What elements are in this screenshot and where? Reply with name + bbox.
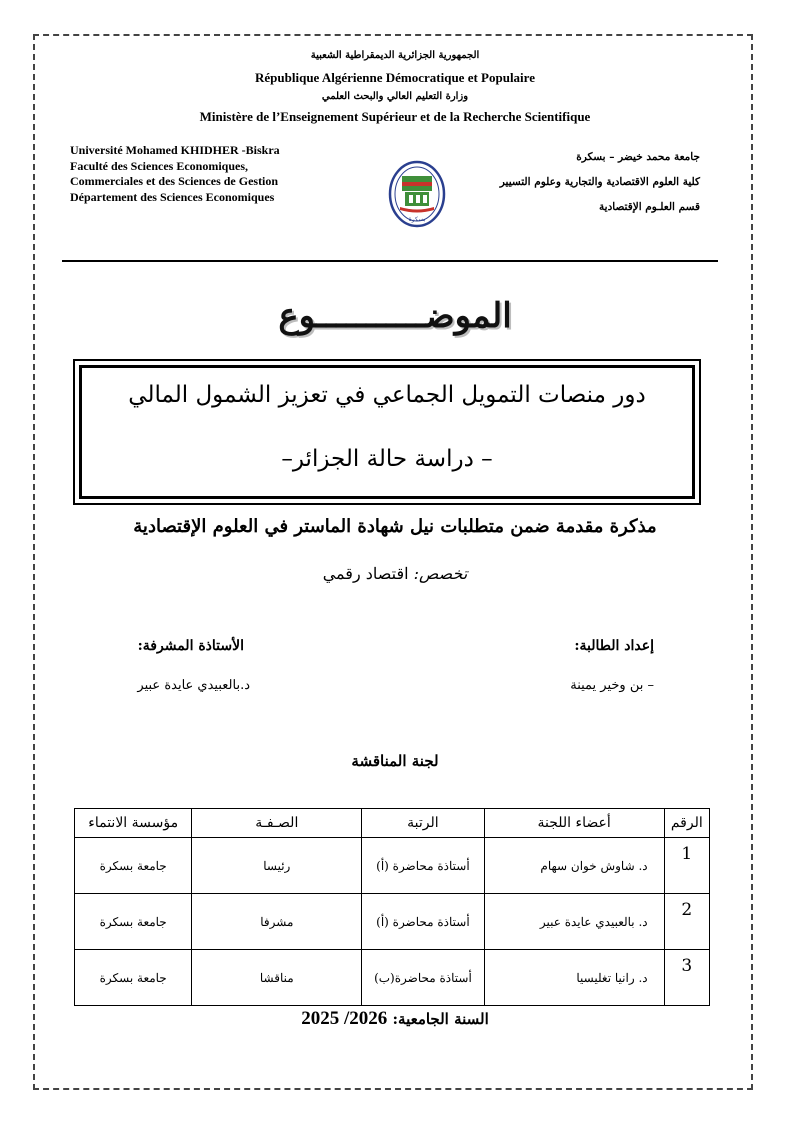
member-role: رئيسا (192, 838, 362, 894)
department-ar: قسم العلـوم الإقتصادية (599, 201, 700, 213)
jury-table (74, 808, 710, 1006)
title-box-inner (79, 365, 695, 499)
specialty-label: تخصص: (413, 564, 468, 583)
specialty (0, 564, 790, 583)
col-number: الرقم (664, 809, 709, 838)
jury-table-header (75, 809, 710, 838)
logo-text: بسكرة (408, 216, 426, 223)
faculty-fr-2: Commerciales et des Sciences de Gestion (70, 174, 279, 188)
specialty-value: اقتصاد رقمي (322, 564, 409, 583)
university-ar: جامعة محمد خيضر – بسكرة (576, 151, 700, 163)
republic-fr: République Algérienne Démocratique et Populaire (255, 70, 535, 85)
title-box (73, 359, 701, 505)
ministry-ar: وزارة التعليم العالي والبحث العلمي (321, 91, 469, 102)
row-number: 2 (664, 894, 709, 950)
table-row (75, 894, 710, 950)
member-rank: أستاذة محاضرة(ب) (362, 950, 484, 1006)
institution-ar (500, 145, 700, 220)
supervisor-label: الأستاذة المشرفة: (137, 638, 244, 654)
member-rank: أستاذة محاضرة (أ) (362, 838, 484, 894)
ministry-fr: Ministère de l’Enseignement Supérieur et de la Recherche Scientifique (199, 109, 591, 124)
table-row (75, 950, 710, 1006)
university-fr: Université Mohamed KHIDHER -Biskra (70, 143, 280, 157)
subject-label: الموضـــــــــــوع (278, 296, 512, 336)
student-name: – بن وخير يمينة (570, 678, 654, 693)
member-name: د. شاوش خوان سهام (484, 838, 664, 894)
member-role: مشرفا (192, 894, 362, 950)
academic-year-value: 2025 /2026 (301, 1008, 388, 1029)
member-institution: جامعة بسكرة (75, 838, 192, 894)
jury-title: لجنة المناقشة (351, 752, 439, 770)
row-number: 1 (664, 838, 709, 894)
university-seal-icon (388, 160, 446, 228)
member-role: مناقشا (192, 950, 362, 1006)
student-label: إعداد الطالبة: (574, 638, 654, 654)
member-institution: جامعة بسكرة (75, 894, 192, 950)
memo-statement: مذكرة مقدمة ضمن متطلبات نيل شهادة الماستر في العلوم الإقتصادية (133, 516, 657, 537)
institution-fr (70, 143, 280, 205)
academic-year-label: السنة الجامعية: (392, 1010, 489, 1028)
republic-ar: الجمهورية الجزائرية الديمقراطية الشعبية (310, 50, 480, 61)
col-institution: مؤسسة الانتماء (75, 809, 192, 838)
col-member: أعضاء اللجنة (484, 809, 664, 838)
academic-year (0, 1008, 790, 1030)
member-name: د. بالعبيدي عايدة عبير (484, 894, 664, 950)
member-rank: أستاذة محاضرة (أ) (362, 894, 484, 950)
faculty-ar: كلية العلوم الاقتصادية والتجارية وعلوم التسيير (499, 176, 700, 188)
col-role: الصـفـة (192, 809, 362, 838)
supervisor-name: د.بالعبيدي عايدة عبير (137, 678, 250, 693)
department-fr: Département des Sciences Economiques (70, 189, 275, 204)
table-row (75, 838, 710, 894)
thesis-subtitle: – دراسة حالة الجزائر– (281, 446, 493, 472)
col-rank: الرتبة (362, 809, 484, 838)
member-name: د. رانيا تغليسيا (484, 950, 664, 1006)
header-divider (62, 260, 718, 262)
member-institution: جامعة بسكرة (75, 950, 192, 1006)
row-number: 3 (664, 950, 709, 1006)
thesis-title: دور منصات التمويل الجماعي في تعزيز الشمول المالي (128, 382, 646, 408)
faculty-fr-1: Faculté des Sciences Economiques, (70, 158, 248, 173)
